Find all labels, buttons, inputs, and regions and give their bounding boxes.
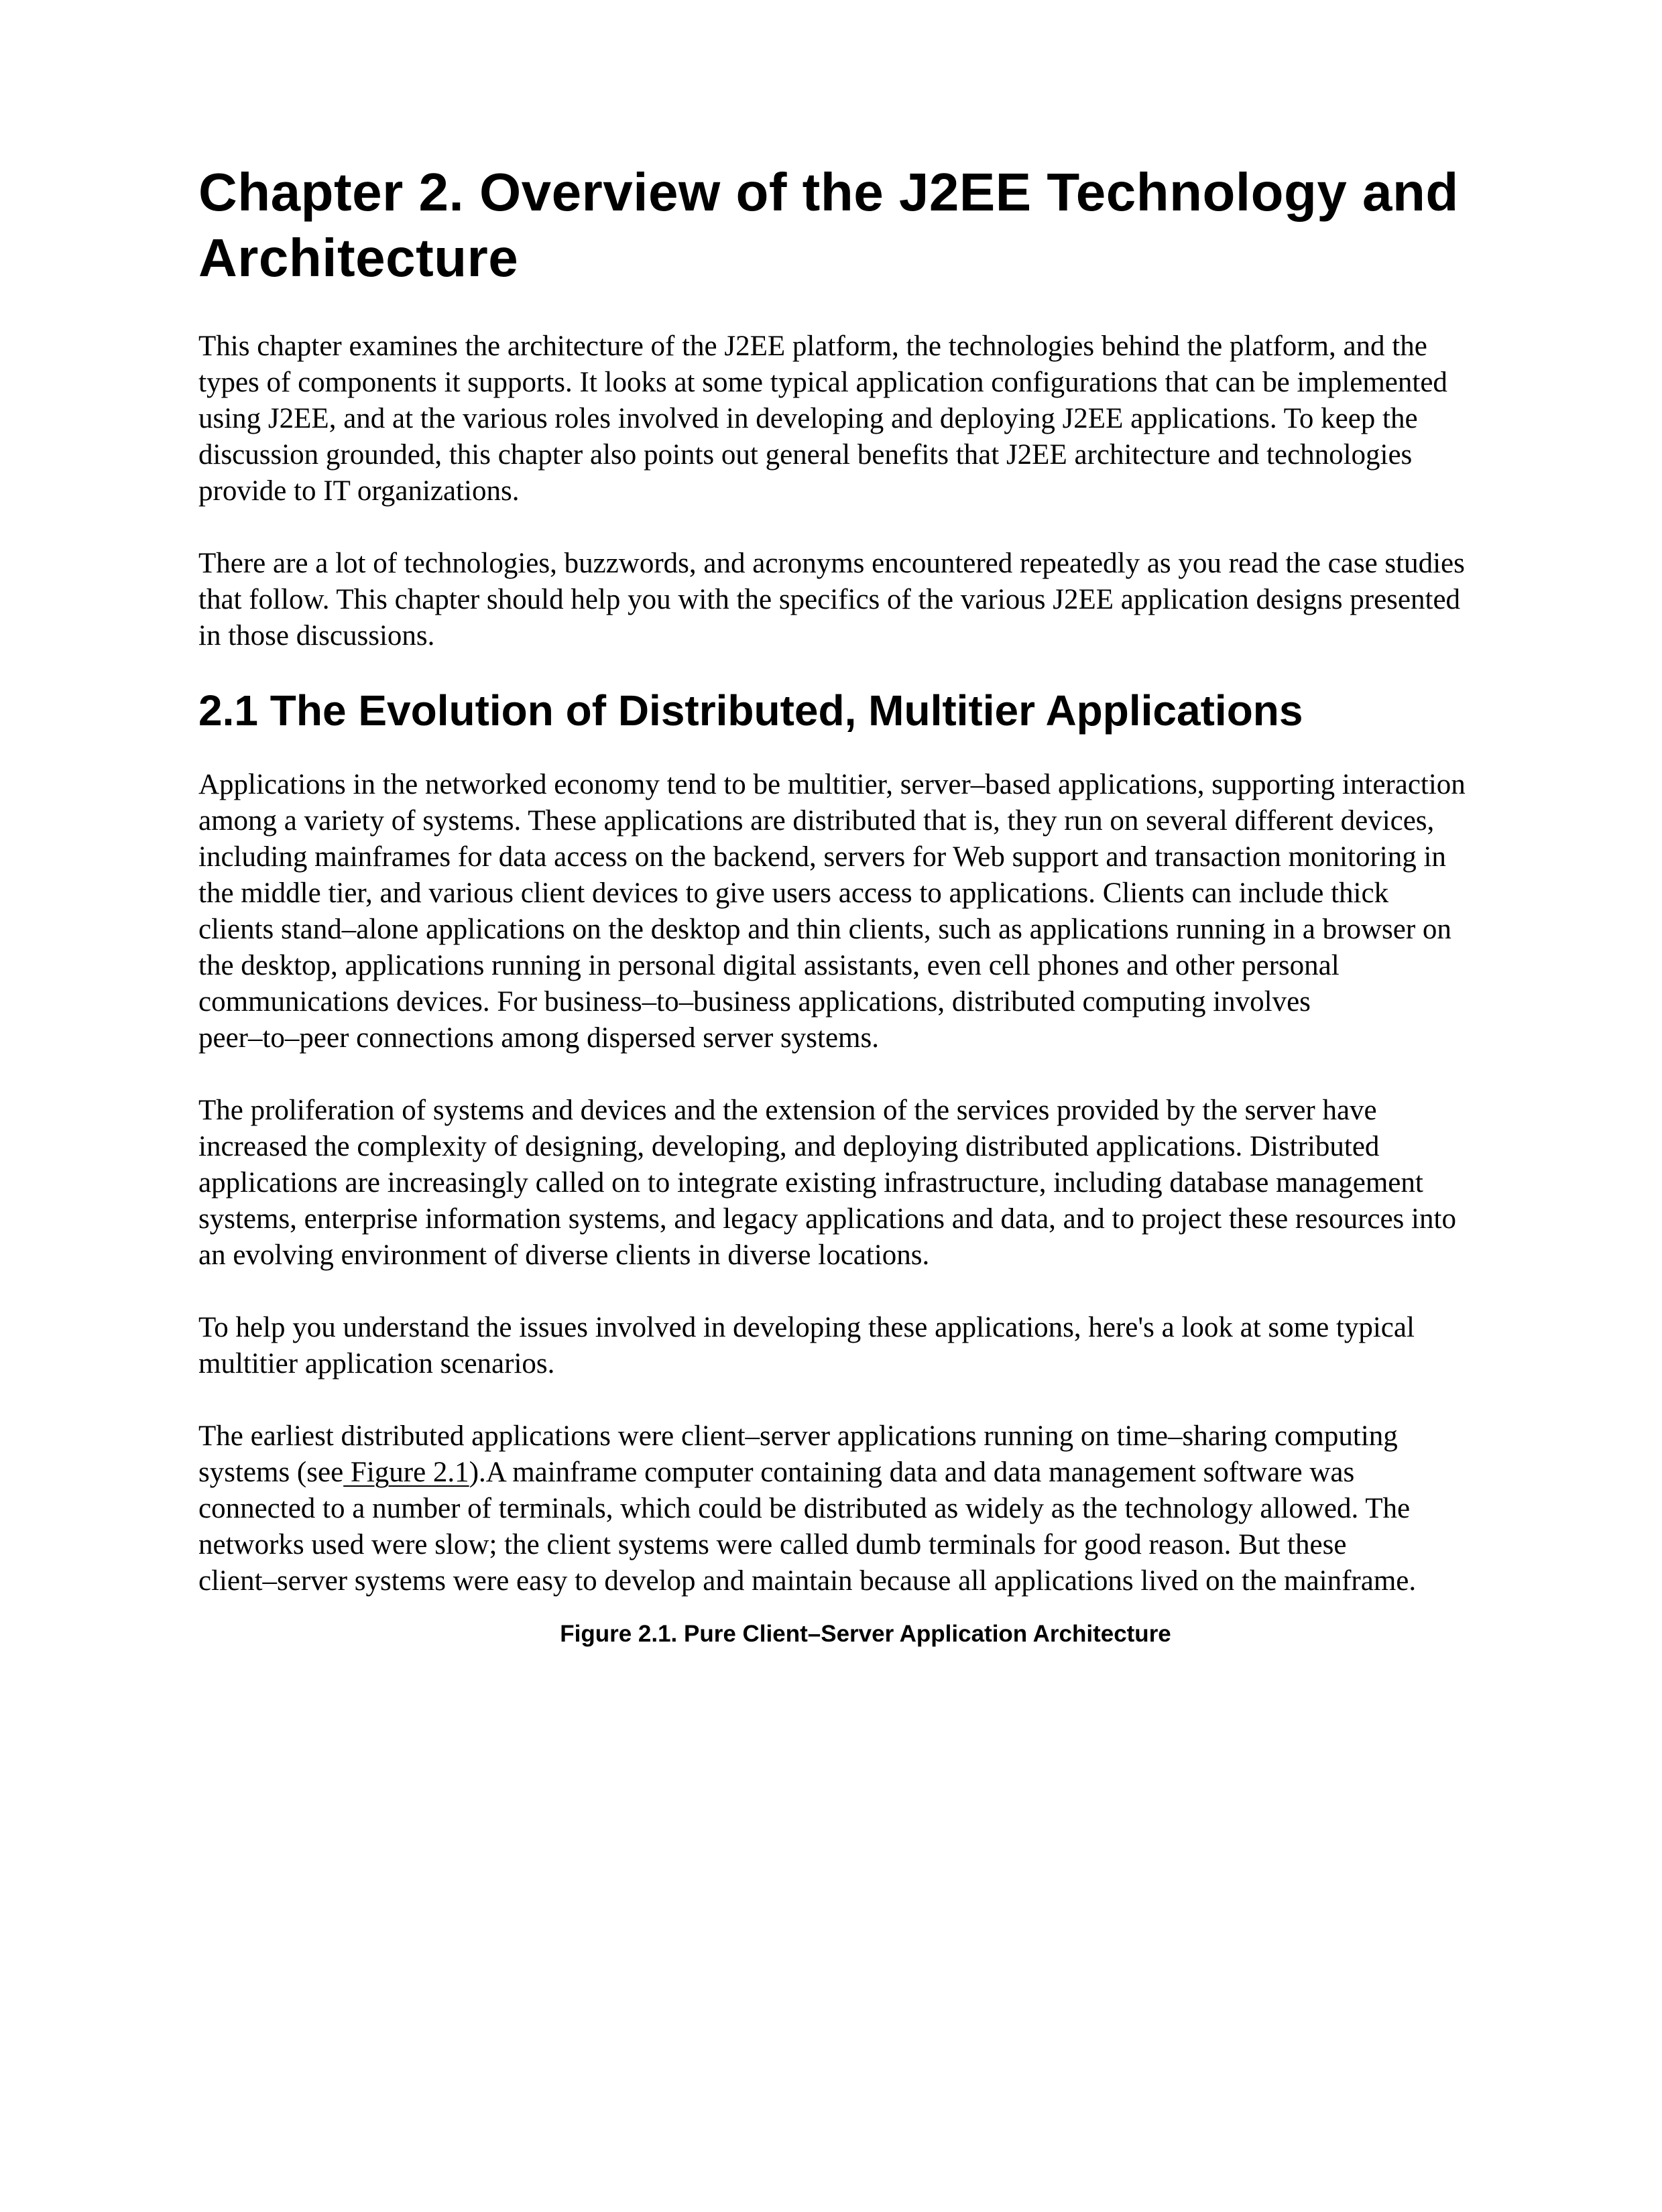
text-line: The proliferation of systems and devices and the extension of the services provided by the server have [198, 1095, 1377, 1126]
section-title: 2.1 The Evolution of Distributed, Multitier Applications [198, 686, 1303, 735]
text-line: types of components it supports. It looks at some typical application configurations that can be implemented [198, 367, 1447, 398]
figure-caption: Figure 2.1. Pure Client–Server Application Architecture [560, 1621, 1171, 1647]
text-line: multitier application scenarios. [198, 1348, 555, 1379]
text-line: an evolving environment of diverse clients in diverse locations. [198, 1239, 930, 1271]
text-line: client–server systems were easy to develop and maintain because all applications lived on the mainframe. [198, 1565, 1417, 1597]
text-line: using J2EE, and at the various roles involved in developing and deploying J2EE applications. To keep the [198, 403, 1418, 434]
section-paragraph [198, 1418, 1533, 1599]
intro-paragraph [198, 328, 1533, 509]
text-fragment: ).A mainframe computer containing data and data management software was [469, 1457, 1355, 1488]
section-paragraph [198, 767, 1533, 1056]
text-line: systems, enterprise information systems, and legacy applications and data, and to project these resources into [198, 1203, 1456, 1235]
chapter-title-line: Architecture [198, 228, 519, 288]
text-line: communications devices. For business–to–business applications, distributed computing involves [198, 986, 1311, 1018]
text-line: connected to a number of terminals, which could be distributed as widely as the technology allowed. The [198, 1493, 1411, 1524]
figure-placeholder [198, 1649, 1533, 2118]
text-line: applications are increasingly called on to integrate existing infrastructure, including database management [198, 1167, 1423, 1199]
text-line: There are a lot of technologies, buzzwords, and acronyms encountered repeatedly as you read the case studies [198, 548, 1465, 579]
section-paragraph [198, 1093, 1533, 1274]
text-line: clients stand–alone applications on the desktop and thin clients, such as applications running in a browser on [198, 914, 1451, 945]
section-paragraph [198, 1310, 1533, 1382]
text-line: provide to IT organizations. [198, 475, 520, 507]
text-line: including mainframes for data access on the backend, servers for Web support and transaction monitoring in [198, 841, 1446, 873]
text-line: among a variety of systems. These applications are distributed that is, they run on several different devices, [198, 805, 1435, 837]
text-line: increased the complexity of designing, developing, and deploying distributed applications. Distributed [198, 1131, 1380, 1162]
page-content [198, 160, 1533, 2118]
text-line: discussion grounded, this chapter also points out general benefits that J2EE architecture and technologies [198, 439, 1413, 471]
text-line: the desktop, applications running in personal digital assistants, even cell phones and other personal [198, 950, 1340, 981]
chapter-title-line: Chapter 2. Overview of the J2EE Technology and [198, 162, 1459, 222]
text-line [198, 1455, 1533, 1491]
text-line: Applications in the networked economy tend to be multitier, server–based applications, supporting interaction [198, 769, 1466, 800]
text-line: This chapter examines the architecture of the J2EE platform, the technologies behind the platform, and the [198, 330, 1427, 362]
text-line: the middle tier, and various client devices to give users access to applications. Clients can include thick [198, 877, 1389, 909]
figure-2-1-link[interactable]: Figure 2.1 [343, 1457, 469, 1488]
text-line: in those discussions. [198, 620, 435, 652]
text-line: The earliest distributed applications were client–server applications running on time–sharing computing [198, 1420, 1398, 1452]
text-line: that follow. This chapter should help you with the specifics of the various J2EE application designs presented [198, 584, 1461, 615]
text-fragment: systems (see [198, 1457, 344, 1488]
intro-paragraph [198, 546, 1533, 654]
chapter-title [198, 160, 1533, 291]
text-line: peer–to–peer connections among dispersed server systems. [198, 1022, 879, 1054]
text-line: networks used were slow; the client systems were called dumb terminals for good reason. But these [198, 1529, 1347, 1560]
text-line: To help you understand the issues involved in developing these applications, here's a look at some typical [198, 1312, 1415, 1343]
